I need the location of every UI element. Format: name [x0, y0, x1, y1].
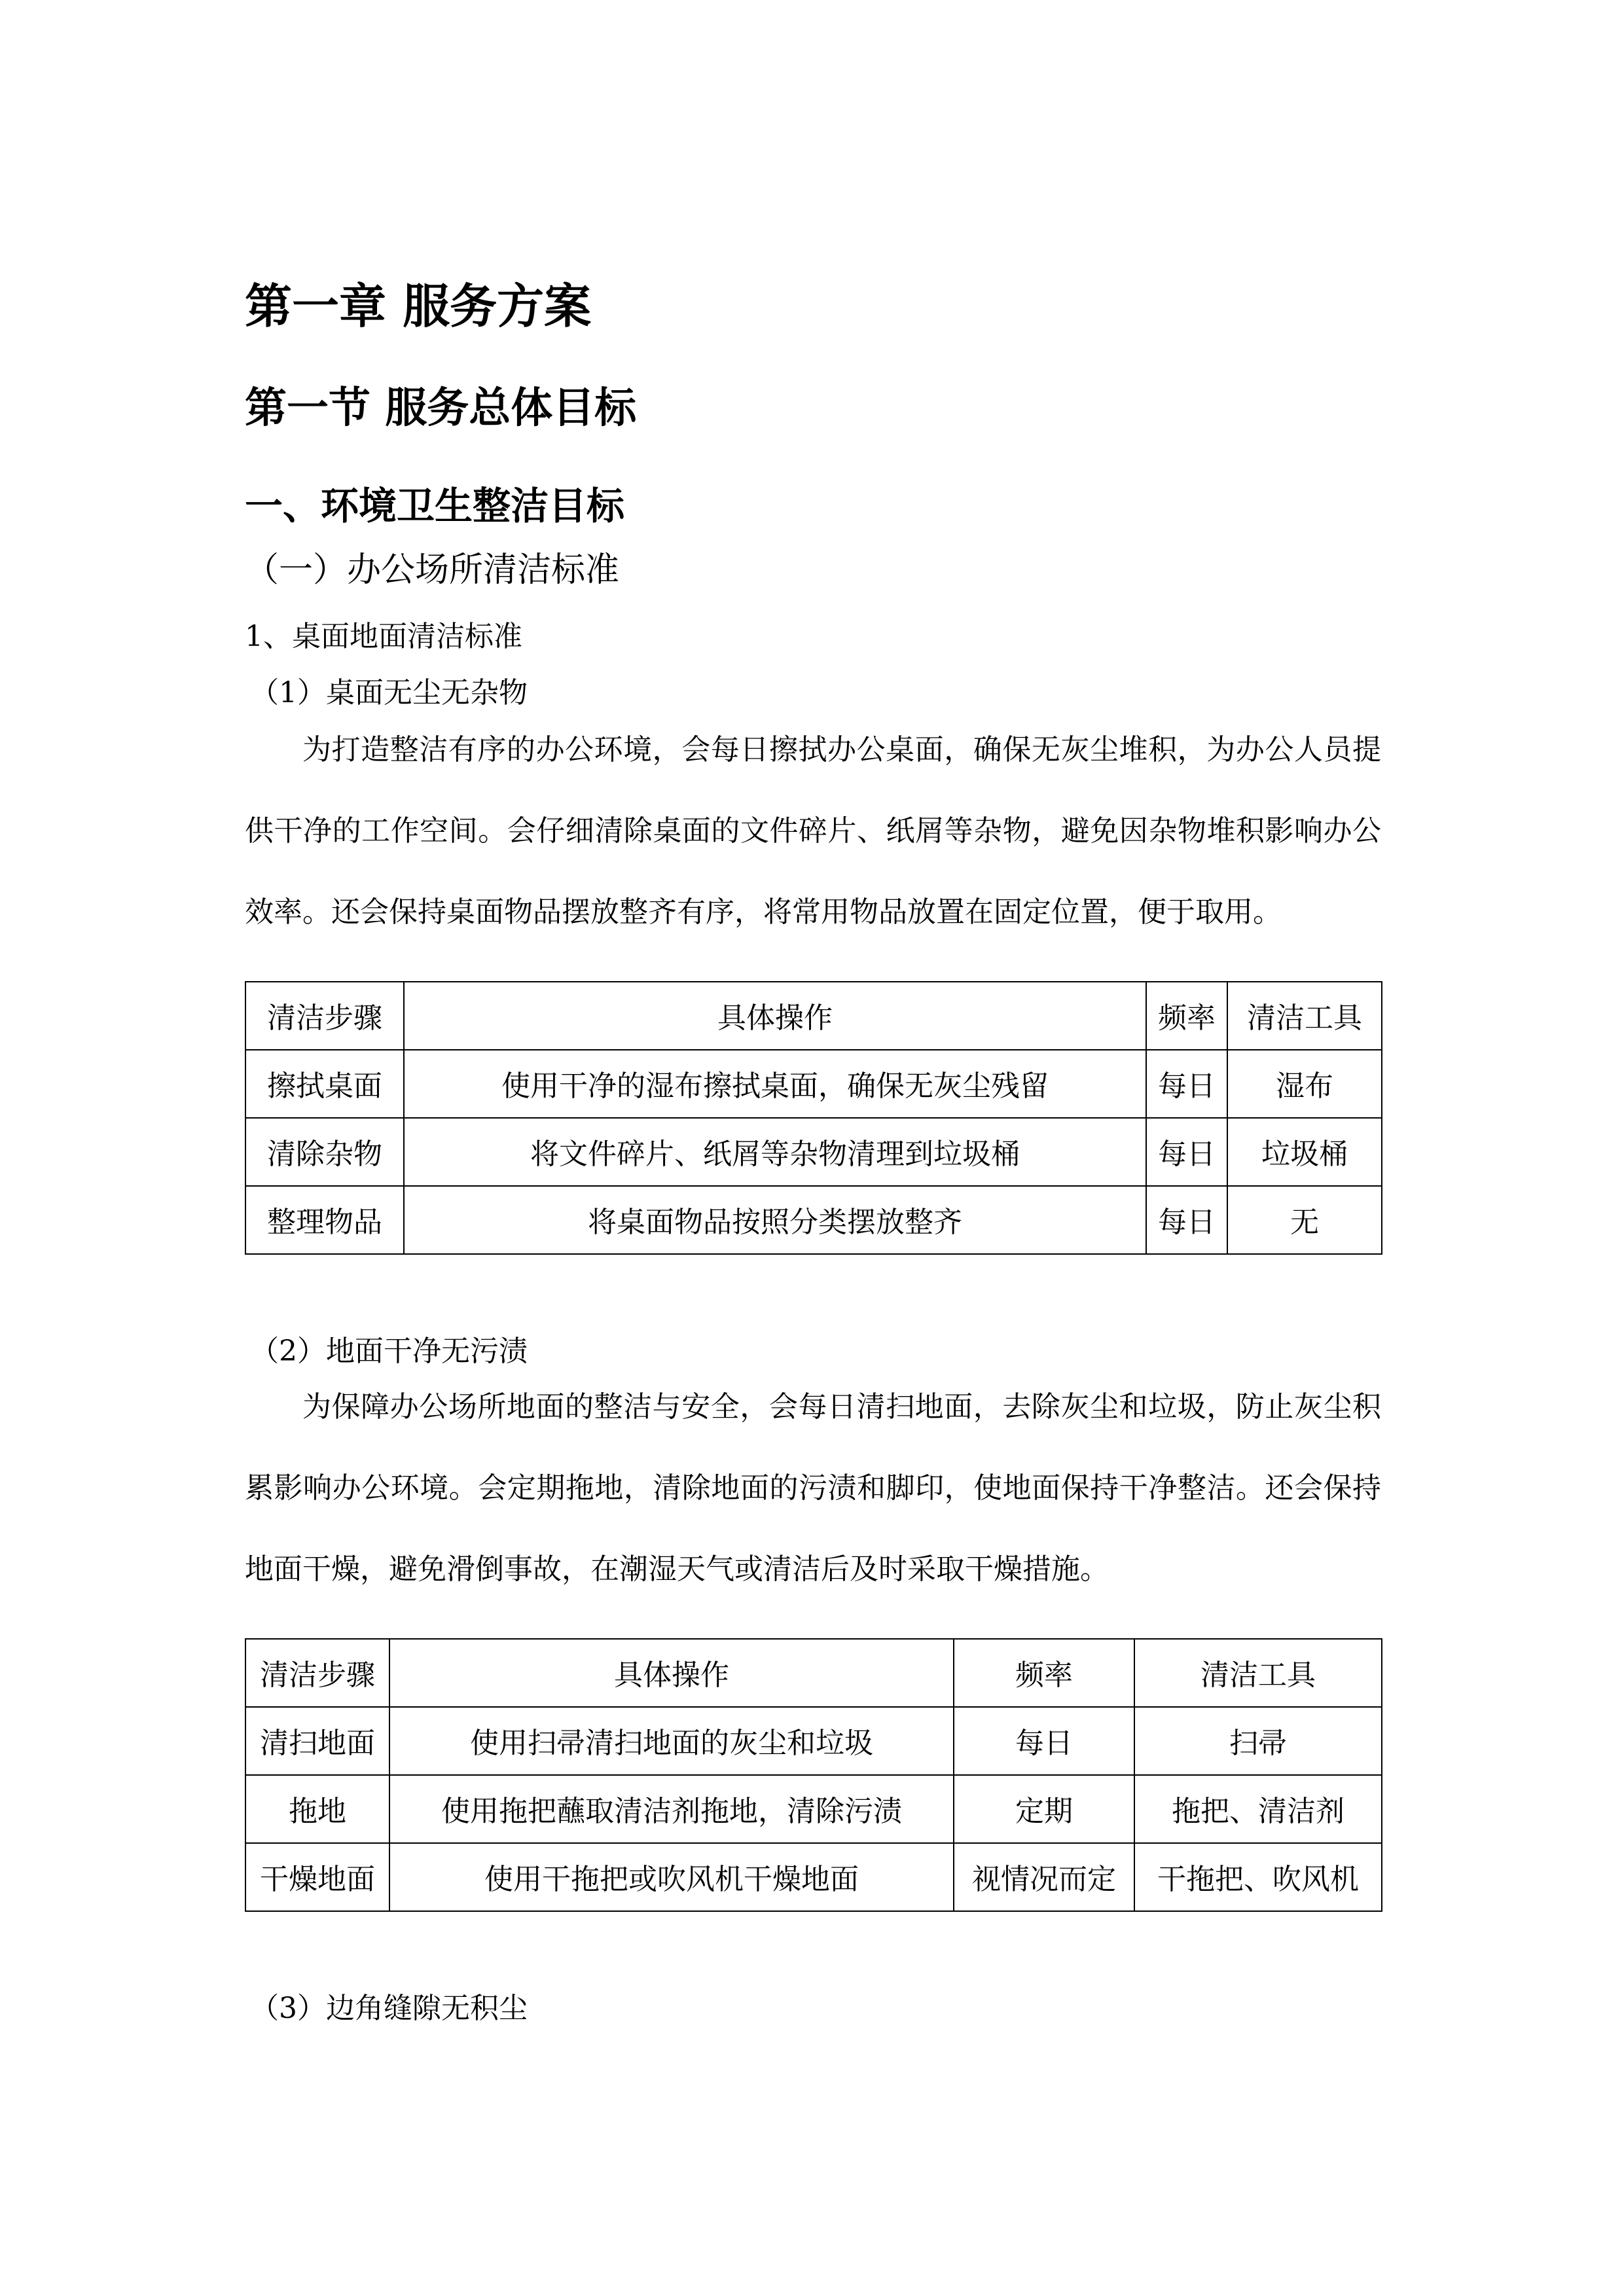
table-row [245, 1050, 1382, 1118]
table-header-cell: 频率 [954, 1639, 1134, 1707]
table-row [245, 1118, 1382, 1186]
sub-subsection-title: （一）办公场所清洁标准 [245, 550, 620, 590]
table-cell: 清扫地面 [245, 1707, 389, 1775]
table-header-cell: 清洁工具 [1227, 982, 1382, 1050]
table-row [245, 1843, 1382, 1911]
subsection-title: 一、环境卫生整洁目标 [245, 484, 625, 528]
table-row [245, 1186, 1382, 1254]
table-cell: 使用拖把蘸取清洁剂拖地，清除污渍 [389, 1775, 954, 1843]
desk-cleaning-table [245, 981, 1382, 1255]
table-cell: 拖地 [245, 1775, 389, 1843]
table-cell: 干燥地面 [245, 1843, 389, 1911]
floor-cleaning-table [245, 1638, 1382, 1912]
table-header-cell: 频率 [1146, 982, 1227, 1050]
desk-paragraph: 为打造整洁有序的办公环境，会每日擦拭办公桌面，确保无灰尘堆积，为办公人员提供干净的工作空间。会仔细清除桌面的文件碎片、纸屑等杂物，避免因杂物堆积影响办公效率。还会保持桌面物品摆放整齐有序，将常用物品放置在固定位置，便于取用。 [245, 733, 1381, 929]
table-header-cell: 清洁步骤 [245, 982, 404, 1050]
table-row [245, 1775, 1382, 1843]
table-cell: 清除杂物 [245, 1118, 404, 1186]
table-cell: 每日 [1146, 1050, 1227, 1118]
table-cell: 将文件碎片、纸屑等杂物清理到垃圾桶 [404, 1118, 1146, 1186]
table-cell: 使用干拖把或吹风机干燥地面 [389, 1843, 954, 1911]
table-cell: 视情况而定 [954, 1843, 1134, 1911]
table-header-cell: 具体操作 [389, 1639, 954, 1707]
item-title: 1、桌面地面清洁标准 [245, 620, 522, 653]
table-cell: 每日 [954, 1707, 1134, 1775]
floor-paragraph: 为保障办公场所地面的整洁与安全，会每日清扫地面，去除灰尘和垃圾，防止灰尘积累影响办公环境。会定期拖地，清除地面的污渍和脚印，使地面保持干净整洁。还会保持地面干燥，避免滑倒事故，在潮湿天气或清洁后及时采取干燥措施。 [245, 1390, 1381, 1586]
table-cell: 干拖把、吹风机 [1134, 1843, 1382, 1911]
table-cell: 无 [1227, 1186, 1382, 1254]
table-cell: 使用扫帚清扫地面的灰尘和垃圾 [389, 1707, 954, 1775]
corner-heading: （3）边角缝隙无积尘 [250, 1992, 528, 2025]
table-cell: 每日 [1146, 1186, 1227, 1254]
table-cell: 定期 [954, 1775, 1134, 1843]
floor-heading: （2）地面干净无污渍 [250, 1335, 528, 1368]
table-header-cell: 清洁工具 [1134, 1639, 1382, 1707]
table-cell: 使用干净的湿布擦拭桌面，确保无灰尘残留 [404, 1050, 1146, 1118]
table-header-row [245, 1639, 1382, 1707]
desk-heading: （1）桌面无尘无杂物 [250, 676, 528, 709]
table-cell: 擦拭桌面 [245, 1050, 404, 1118]
table-cell: 每日 [1146, 1118, 1227, 1186]
table-cell: 扫帚 [1134, 1707, 1382, 1775]
table-header-cell: 具体操作 [404, 982, 1146, 1050]
table-header-cell: 清洁步骤 [245, 1639, 389, 1707]
table-cell: 拖把、清洁剂 [1134, 1775, 1382, 1843]
section-title: 第一节 服务总体目标 [245, 384, 637, 433]
table-cell: 整理物品 [245, 1186, 404, 1254]
table-row [245, 1707, 1382, 1775]
table-cell: 湿布 [1227, 1050, 1382, 1118]
table-cell: 将桌面物品按照分类摆放整齐 [404, 1186, 1146, 1254]
chapter-title: 第一章 服务方案 [245, 279, 592, 334]
table-header-row [245, 982, 1382, 1050]
table-cell: 垃圾桶 [1227, 1118, 1382, 1186]
